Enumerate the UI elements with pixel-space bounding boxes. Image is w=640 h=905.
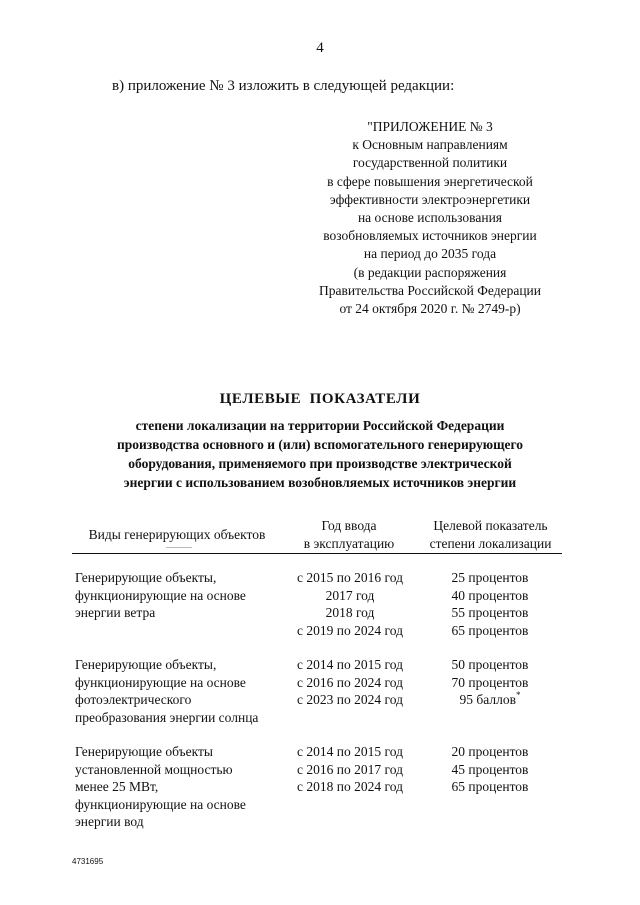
subtitle-line: степени локализации на территории Российской Федерации: [135, 418, 505, 433]
table-row-wind-periods: [290, 569, 410, 639]
cell-line: энергии вод: [75, 814, 144, 829]
page-number: 4: [316, 40, 324, 56]
cell-line: с 2015 по 2016 год: [297, 570, 403, 585]
table-header-rule: [72, 553, 562, 554]
table-row-solar-type: [75, 656, 290, 726]
appendix-line: от 24 октября 2020 г. № 2749-р): [339, 301, 521, 317]
subtitle-line: производства основного и (или) вспомогательного генерирующего: [116, 437, 524, 452]
cell-line: 20 процентов: [451, 744, 529, 759]
cell-line: установленной мощностью: [75, 761, 233, 777]
cell-line: 2018 год: [325, 605, 375, 620]
cell-line: фотоэлектрического: [75, 692, 192, 707]
cell-line: с 2014 по 2015 год: [297, 657, 403, 672]
cell-line: с 2023 по 2024 год: [297, 692, 403, 707]
document-subtitle: [60, 416, 580, 492]
cell-line: 70 процентов: [451, 674, 529, 690]
cell-line: 55 процентов: [451, 605, 529, 620]
table-header-line: в эксплуатацию: [303, 536, 395, 551]
cell-line: с 2018 по 2024 год: [297, 779, 403, 794]
table-header-line: Целевой показатель: [433, 518, 548, 533]
cell-line: Генерирующие объекты: [75, 744, 213, 759]
cell-line: с 2016 по 2024 год: [297, 674, 403, 690]
cell-line: Генерирующие объекты,: [75, 657, 217, 672]
appendix-header: [300, 118, 560, 318]
footer-document-code: 4731695: [72, 857, 104, 866]
cell-value-text: 95 баллов: [459, 692, 516, 707]
cell-line: с 2016 по 2017 год: [297, 761, 403, 777]
appendix-line: эффективности электроэнергетики: [329, 191, 531, 207]
cell-line: 25 процентов: [451, 570, 529, 585]
table-header-period: [290, 517, 408, 553]
table-row-solar-periods: [290, 656, 410, 709]
appendix-line: (в редакции распоряжения: [353, 264, 507, 280]
table-header-line: Год ввода: [321, 518, 377, 533]
cell-line: с 2019 по 2024 год: [297, 622, 403, 638]
cell-line: энергии ветра: [75, 605, 156, 620]
cell-line: преобразования энергии солнца: [75, 709, 259, 725]
cell-line: 65 процентов: [451, 622, 529, 638]
table-row-wind-type: [75, 569, 290, 622]
appendix-line: в сфере повышения энергетической: [327, 173, 533, 189]
footnote-mark: *: [515, 690, 521, 700]
subtitle-line: энергии с использованием возобновляемых источников энергии: [123, 475, 517, 490]
appendix-line: на период до 2035 года: [363, 246, 497, 262]
appendix-line: Правительства Российской Федерации: [319, 282, 541, 298]
intro-text: в) приложение № 3 изложить в следующей редакции:: [112, 78, 455, 94]
table-header-line: степени локализации: [429, 536, 552, 551]
appendix-line: к Основным направлениям: [352, 137, 508, 153]
cell-line: с 2014 по 2015 год: [297, 744, 403, 759]
cell-line: 2017 год: [325, 587, 375, 603]
cell-line: функционирующие на основе: [75, 796, 246, 812]
table-row-wind-values: [420, 569, 560, 639]
document-title: ЦЕЛЕВЫЕ ПОКАЗАТЕЛИ: [219, 391, 421, 407]
cell-line: [420, 691, 560, 709]
table-header-value: [418, 517, 563, 553]
table-header-type: Виды генерирующих объектов: [88, 527, 266, 542]
cell-line: 45 процентов: [451, 761, 529, 777]
cell-line: 50 процентов: [451, 657, 529, 672]
subtitle-line: оборудования, применяемого при производстве электрической: [128, 456, 512, 471]
table-row-hydro-periods: [290, 743, 410, 796]
cell-line: 65 процентов: [451, 779, 529, 794]
appendix-line: "ПРИЛОЖЕНИЕ № 3: [367, 119, 493, 134]
header-underline-mark: [166, 547, 192, 548]
cell-line: функционирующие на основе: [75, 587, 246, 603]
table-row-solar-values: [420, 656, 560, 709]
cell-line: 40 процентов: [451, 587, 529, 603]
cell-line: функционирующие на основе: [75, 674, 246, 690]
appendix-line: на основе использования: [357, 210, 503, 226]
cell-line: менее 25 МВт,: [75, 779, 159, 794]
appendix-line: возобновляемых источников энергии: [323, 228, 537, 244]
table-row-hydro-values: [420, 743, 560, 796]
table-row-hydro-type: [75, 743, 290, 831]
cell-line: Генерирующие объекты,: [75, 570, 217, 585]
appendix-line: государственной политики: [352, 155, 508, 171]
